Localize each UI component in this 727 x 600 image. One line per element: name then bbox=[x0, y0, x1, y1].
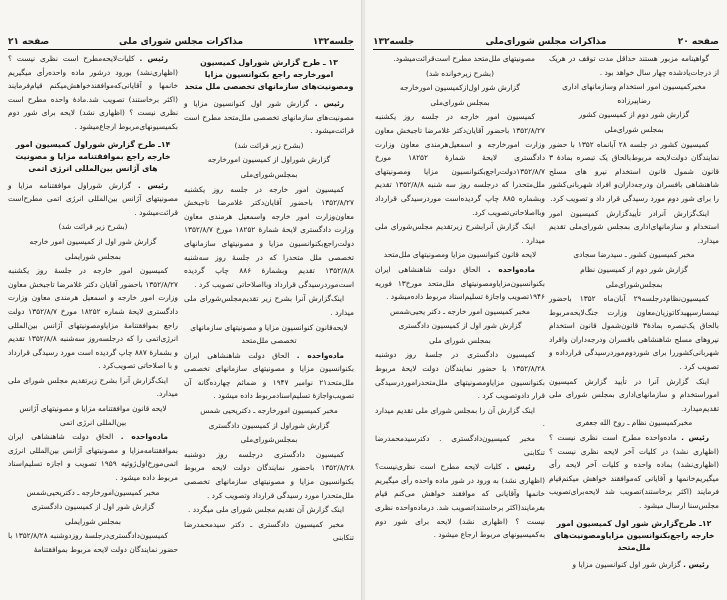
centered-line bbox=[184, 321, 354, 348]
text: بمجلس‌شورای‌ملی bbox=[240, 169, 298, 179]
speaker-label: ماده‌واحده . bbox=[296, 350, 344, 360]
paragraph bbox=[184, 183, 354, 292]
centered-line bbox=[8, 250, 178, 264]
text: کلیات‌لایحه‌مطرح است نظری نیست ؟ (اظهاری‌نشد) بورود درشور ماده واحده‌رأی میگیریم خانمها و آقایانی‌که‌موافقندخواهش‌میکنم قیام‌فرمایند (اکثر برخاستند) تصویب شد.مادهٔ واحده مطرح است نظری نیست ؟ (اظهاری نشد) لایحه برای شور دوم بکمیسیونهای‌مربوط ارجاع‌میشود . bbox=[8, 54, 178, 131]
text: مخبر کمیسیون‌امورخارجه‌ ـ دکتریحیی‌شمس bbox=[26, 487, 160, 497]
text: اینک‌گزارش آنرا بشرح زیر تقدیم‌مجلس‌شورای ملی میدارد . bbox=[184, 294, 354, 317]
text: ماده‌واحده مطرح است نظری نیست ؟ (اظهاری نشد) در کلیات آخر لایحه نظری نیست ؟ (اظهاری‌نشد) بماده واحده و کلیات آخر لایحه رأی میگیریم‌خانمها و آقایانی که‌موافقند خواهش میکنم‌قیام فرمایند (اکثر برخاستند)تصویب شد لایحه‌برای‌تصویب مجلس‌سنا ارسال میشود . bbox=[549, 433, 719, 510]
right-page-header bbox=[373, 33, 719, 50]
text: ۱۲ـ طرح‌گزارش شور اول کمیسیون امور خارجه راجع‌بکنوانسیون مزایاومصونیت‌های ملل‌متحد bbox=[553, 518, 715, 552]
text: مخبر کمیسیون دادگستری ـ دکتر سیدمحمدرضا تنکابنی bbox=[184, 519, 354, 543]
centered-line bbox=[184, 139, 354, 153]
text: گزارش شوراول از کمیسیون دادگستری bbox=[208, 420, 330, 430]
centered-line bbox=[8, 220, 178, 234]
text: ۱۴ـ طرح گزارش شوراول کمیسیون امور خارجه راجع بموافقتنامه مزایا و مصونیت های آژانس بین‌المللی انرژی اتمی bbox=[15, 139, 171, 173]
centered-line bbox=[549, 80, 719, 107]
text: مخبر کمیسیون کشور ـ سیدرضا سجادی bbox=[573, 250, 695, 260]
left-page-header bbox=[8, 33, 354, 50]
text: اینک گزارش آنرا در تأیید گزارش کمیسیون امور‌استخدام و سازمانهای‌اداری بمجلس شورای ملی تقدیم‌میدارد. bbox=[549, 376, 719, 413]
paragraph bbox=[549, 375, 719, 416]
text: گزارش شور اول کنوانسیون مزایا و مصونیت‌های سازمانهای تخصصی ملل‌متحد مطرح است قرائت‌میشود . bbox=[184, 99, 354, 136]
text: (بشرح زیر قرائت شد) bbox=[58, 222, 128, 232]
left-running-title: مذاکرات مجلس شورای ملی bbox=[118, 37, 244, 47]
text: کمیسیون امور خارجه در جلسه روز یکشنبه ۱۳۵۲/۸/۲۷ باحضور آقایان‌دکتر غلامرضا تاجبخش معاون وزارت امورخارجه و اسمعیل‌هرمندی معاون وزارت دادگستری لایحهٔ شمارهٔ ۱۸۲۵۲ مورخ ۱۳۵۲/۸/۷دولت‌راجع‌بکنوانسیون مزایا ومصونیتهای ملل‌متحدرا که درجلسه روز سه شنبه ۱۳۵۲/۸/۸ تقدیم وبشماره ۸۸۵ چاپ گردیده‌است موردرسیدگی قرارداد وبااصلاحاتی‌تصویب کرد. bbox=[375, 112, 546, 217]
text: اینک گزارش آنرابشرح زیرتقدیم مجلس‌شورای ملی میدارد . bbox=[375, 222, 545, 245]
centered-line bbox=[375, 81, 545, 95]
text: گزارش شور اول از کمیسیون دادگستری bbox=[398, 321, 522, 331]
section-heading bbox=[549, 518, 719, 554]
centered-line bbox=[375, 67, 545, 81]
centered-line bbox=[549, 263, 719, 277]
text: اینک‌گزارش آنرا بشرح زیرتقدیم مجلس شورای ملی میدارد. bbox=[8, 375, 178, 399]
paragraph bbox=[549, 207, 719, 248]
paragraph bbox=[375, 52, 545, 66]
text: گزارش شور اول‌از‌کمیسیون امورخارجه bbox=[400, 83, 520, 93]
right-session-number: جلسه۱۳۲ bbox=[373, 37, 415, 47]
text: بمجلس‌شورای‌ملی bbox=[240, 435, 298, 445]
paragraph bbox=[549, 138, 719, 206]
text: گزارش شور اول از کمیسیون دادگستری bbox=[31, 502, 155, 512]
centered-line bbox=[8, 500, 178, 514]
paragraph bbox=[375, 348, 545, 402]
paragraph bbox=[375, 110, 545, 219]
paragraph bbox=[8, 529, 178, 556]
text: گزارش شور اول از کمیسیون امور خارجه bbox=[29, 236, 157, 246]
text: بمجلس شورایملی bbox=[65, 516, 121, 526]
speaker-label: رئیس . bbox=[506, 462, 535, 472]
left-page-right-column bbox=[184, 52, 354, 546]
paragraph bbox=[8, 179, 178, 220]
centered-line bbox=[184, 404, 354, 418]
text: الحاق دولت شاهنشاهی ایران بموافقتنامه‌مزایا و مصونیتهای آژانس بین‌المللی انرژی اتمی‌مورخ‌اول‌ژوئیه ۱۹۵۹ تصویب و اجازه تسلیم‌اسناد مربوط داده میشود . bbox=[8, 432, 178, 483]
text: (بشرح زیرخوانده شد) bbox=[426, 68, 494, 78]
text: بمجلس شورایملی bbox=[65, 251, 121, 261]
text: گزارش شور دوم از کمیسیون کشور bbox=[578, 110, 690, 120]
paragraph bbox=[549, 431, 719, 513]
text: الحاق دولت شاهنشاهی ایران بکنوانسیون مزایا و مصونیتهای سازمانهای تخصصی ملل‌متحد۲۱ نوامبر ۱۹۴۷ و ضمائم چهارده‌گانه آن تصویب‌واجازهٔ تسلیم‌اسنادمربوط داده میشود . bbox=[184, 350, 354, 401]
paragraph bbox=[8, 52, 178, 134]
right-page bbox=[365, 0, 727, 600]
speaker-label: ماده‌واحده . bbox=[120, 432, 168, 442]
text: مخبر کمیسیون امورخارجه ـ دکتریحیی شمس bbox=[200, 406, 338, 416]
centered-line bbox=[184, 153, 354, 167]
paragraph bbox=[184, 503, 354, 517]
paragraph bbox=[184, 292, 354, 319]
text: کمیسیون دادگستری در جلسهٔ روز دوشنبه ۱۳۵۲/۸/۲۸ با حضور نمایندگان دولت لایحهٔ مربوط بکنوانسیون مزایاومصونیتهای ملل‌متحدراموردرسیدگی قرار دادوتصویب کرد . bbox=[375, 350, 545, 401]
paragraph bbox=[549, 52, 719, 79]
centered-line bbox=[549, 248, 719, 262]
paragraph bbox=[375, 263, 545, 304]
centered-line bbox=[8, 235, 178, 249]
centered-line bbox=[375, 96, 545, 110]
text: (بشرح زیر قرائت شد) bbox=[234, 140, 304, 150]
centered-line bbox=[184, 419, 354, 433]
speaker-label: رئیس . bbox=[139, 54, 168, 63]
text: مخبرکمیسیون نظام ـ روح الله جعفری bbox=[575, 418, 693, 428]
centered-line bbox=[375, 305, 545, 319]
paragraph bbox=[375, 404, 545, 431]
centered-line bbox=[549, 108, 719, 122]
centered-line bbox=[375, 319, 545, 333]
text: کمیسیون امور خارجه در جلسه روز یکشنبه ۱۳۵۲/۸/۲۷ باحضور آقایان‌دکتر غلامرضا تاجبخش معاون‌وزارت امور خارجه واسمعیل هرمندی معاون وزارت دادگستری لایحهٔ شمارهٔ ۱۸۲۵۲ مورخ ۱۳۵۲/۸/۷ دولت‌راجع‌بکنوانسیون مزایا و مصونیتهای سازمانهای تخصصی ملل متحدرا که در جلسهٔ روز سه‌شنبه ۱۳۵۲/۸/۸ تقدیم وبشمارهٔ ۸۸۶ چاپ گردیده است‌موردرسیدگی قرارداد وبااصلاحاتی تصویب کرد . bbox=[184, 184, 354, 289]
text: اینک‌گزارش آنرادر تأیید‌گزارش کمیسیون امور استخدام و سازمانهای‌اداری بمجلس شورای‌ملی تقدیم میدارد. bbox=[549, 208, 719, 245]
text: مخبر‌کمیسیون امور استخدام وسازمانهای اداری رضاپیرزاده bbox=[562, 82, 706, 105]
text: کمیسیون‌نظام‌درجلسه۲۹ آبان‌ماه ۱۳۵۲ باحضور تیمسارسپهبد‌کاتوزیان‌معاون وزارت جنگ‌لایحه‌مربوط بالحاق یک‌تبصره بمادهٔ۳ قانون‌شمول قانون استخدام نیروهای مسلح شاهنشاهی بافسران ودرجه‌داران واقراد شهربانی‌کشوررا برای شوردوم‌موردرسیدگی قرارداده و تصویب کرد . bbox=[549, 294, 719, 372]
text: اینک گزارش آن را بمجلس شورای ملی تقدیم میدارد . bbox=[375, 405, 545, 429]
speaker-label: رئیس . bbox=[137, 180, 168, 190]
centered-line bbox=[8, 402, 178, 429]
left-session-number: جلسه۱۳۲ bbox=[312, 37, 354, 47]
right-running-title: مذاکرات مجلس شورای‌ملی bbox=[485, 37, 607, 47]
paragraph bbox=[184, 448, 354, 502]
text: اینک گزارش آن تقدیم مجلس شورای ملی میگردد . bbox=[188, 505, 344, 515]
text: کمیسیون دادگستری درجلسه روز دوشنبه ۱۳۵۲/۸/۲۸ باحضور نمایندگان دولت لایحه مربوط بکنوانسیون مزایا و مصونیتهای سازمانهای تخصصی ملل‌متحدرا مورد رسیدگی قرارداد وتصویب کرد . bbox=[184, 449, 354, 500]
paragraph bbox=[184, 97, 354, 138]
text: بمجلس شورای‌ملی bbox=[604, 124, 664, 134]
right-page-left-column bbox=[375, 52, 545, 543]
speaker-label: رئیس . bbox=[681, 433, 710, 443]
text: بمجلس شورای‌ملی bbox=[430, 97, 490, 107]
paragraph bbox=[375, 460, 545, 542]
right-page-right-column bbox=[549, 52, 719, 572]
paragraph bbox=[184, 518, 354, 545]
text: گزارش شوراول از کمیسیون امورخارجه bbox=[207, 155, 331, 165]
text: مخبر کمیسیون‌دادگستری . دکترسیدمحمدرضا تنکابنی bbox=[375, 434, 545, 457]
centered-line bbox=[8, 486, 178, 500]
centered-line bbox=[549, 416, 719, 430]
left-page bbox=[0, 0, 362, 600]
paragraph bbox=[375, 432, 545, 459]
paragraph bbox=[8, 430, 178, 484]
centered-line bbox=[184, 168, 354, 182]
text: گزارش شور دوم از کمیسیون نظام bbox=[580, 264, 688, 274]
text: گزارش شور اول کنوانسیون مزایا و bbox=[572, 559, 684, 569]
left-page-number: صفحه ۲۱ bbox=[8, 37, 50, 47]
paragraph bbox=[8, 264, 178, 373]
paragraph bbox=[184, 349, 354, 403]
speaker-label: رئیس . bbox=[314, 99, 344, 108]
text: گواهینامه مزبور هستند حداقل مدت توقف در هریک از درجات‌یادشده چهار سال خواهد بود . bbox=[549, 54, 719, 77]
text: لایحه قانون موافقتنامه مزایا و مصونیتهای آژانس بین‌المللی انرژی اتمی bbox=[19, 404, 167, 427]
centered-line bbox=[375, 248, 545, 262]
text: ۱۳ ـ طرح گزارش شوراول کمیسیون امورخارجه راجع بکنوانسیون مزایا ومصونیت‌های سازمانهای تخصصی ملل متحد bbox=[184, 58, 354, 91]
text: مصونیتهای ملل‌متحد مطرح است‌قرائت‌میشود. bbox=[393, 54, 535, 63]
centered-line bbox=[549, 278, 719, 292]
section-heading bbox=[184, 57, 354, 93]
text: بمجلس‌شورای‌ملی bbox=[605, 279, 663, 289]
section-heading bbox=[8, 139, 178, 175]
text: کمیسیون‌دادگستری‌درجلسهٔ روزدوشنبه ۱۳۵۲/۸/۲۸ با حضور نمایندگان دولت لایحه مربوط بموافقتنامهٔ bbox=[8, 531, 178, 554]
text: لایحه قانون کنوانسیون مزایا ومصونیتهای ملل‌متحد bbox=[383, 250, 537, 260]
speaker-label: ماده‌واحده . bbox=[487, 264, 535, 274]
text: گزارش شوراول موافقتنامه مزایا و مصونیتهای آژانس بین‌المللی انرژی اتمی مطرح‌است قرائت‌میشود . bbox=[8, 180, 178, 217]
centered-line bbox=[184, 433, 354, 447]
speaker-label: رئیس . bbox=[683, 559, 709, 569]
text: مخبر کمیسیون امور خارجه ـ دکتر یحیی‌شمس bbox=[390, 306, 530, 316]
text: کمیسیون امور خارجه در جلسهٔ روز یکشنبه ۱۳۵۲/۸/۲۷ باحضور آقایان دکتر غلامرضا تاجبخش معاون وزارت امور خارجه و اسمعیل هرمندی معاون وزارت دادگستری لایحهٔ شماره ۱۸۲۵۲ مورخ ۱۳۵۲/۸/۷ دولت راجع بموافقتنامهٔ مزایاومصونیتهای آژانس بین‌المللی انرژی‌اتمی را که درجلسه‌روز سه‌شنبه ۱۳۵۲/۸/۸ تقدیم و بشمارهٔ ۸۸۷ چاپ گردیده است مورد رسیدگی قرارداد و با اصلاحاتی تصویب‌کرد . bbox=[8, 266, 178, 371]
left-page-left-column bbox=[8, 52, 178, 558]
centered-line bbox=[549, 123, 719, 137]
text: کمیسیون کشور در جلسه ۲۸ آبانماه ۱۳۵۲ با حضور نمایندگان دولت‌لایحه مربوط‌بالحاق یک تبصره بمادهٔ ۳ قانون شمول قانون استخدام نیرو های مسلح شاهنشاهی بافسران ودرجه‌داران‌و افراد شهربانی‌کشور را برای شور دوم مورد رسیدگی قرار داد و تصویب کرد. bbox=[549, 139, 719, 203]
text: بمجلس شورای ملی bbox=[429, 335, 491, 345]
centered-line bbox=[8, 515, 178, 529]
paragraph bbox=[549, 292, 719, 374]
centered-line bbox=[375, 334, 545, 348]
paragraph bbox=[8, 374, 178, 401]
right-page-number: صفحه ۲۰ bbox=[677, 37, 719, 47]
text: لایحه‌قانون کنوانسیون مزایا و مصونیتهای سازمانهای تخصصی ملل‌متحد bbox=[190, 322, 348, 346]
paragraph bbox=[549, 558, 719, 572]
paragraph bbox=[375, 220, 545, 247]
text: کلیات لایحه مطرح است نظری‌نیست؟ (اظهاری نشد) به ورود در شور ماده واحده رأی میگیریم خانمها وآقایانی که موافقند خواهش می‌کنم قیام بفرمایند(اکثر برخاستند)تصویب شد. درماده‌واحده نظری نیست ؟ (اظهاری نشد) لایحه برای شور دوم به‌کمیسیونهای مربوط ارجاع میشود . bbox=[375, 462, 545, 540]
text: الحاق دولت شاهنشاهی ایران بکنوانسیون‌مزایاومصونیتهای ملل‌متحد مورخ۱۳ فوریه ۱۹۴۶تصویب واجازهٔ تسلیم‌اسناد مربوط داده‌میشود . bbox=[375, 264, 545, 302]
